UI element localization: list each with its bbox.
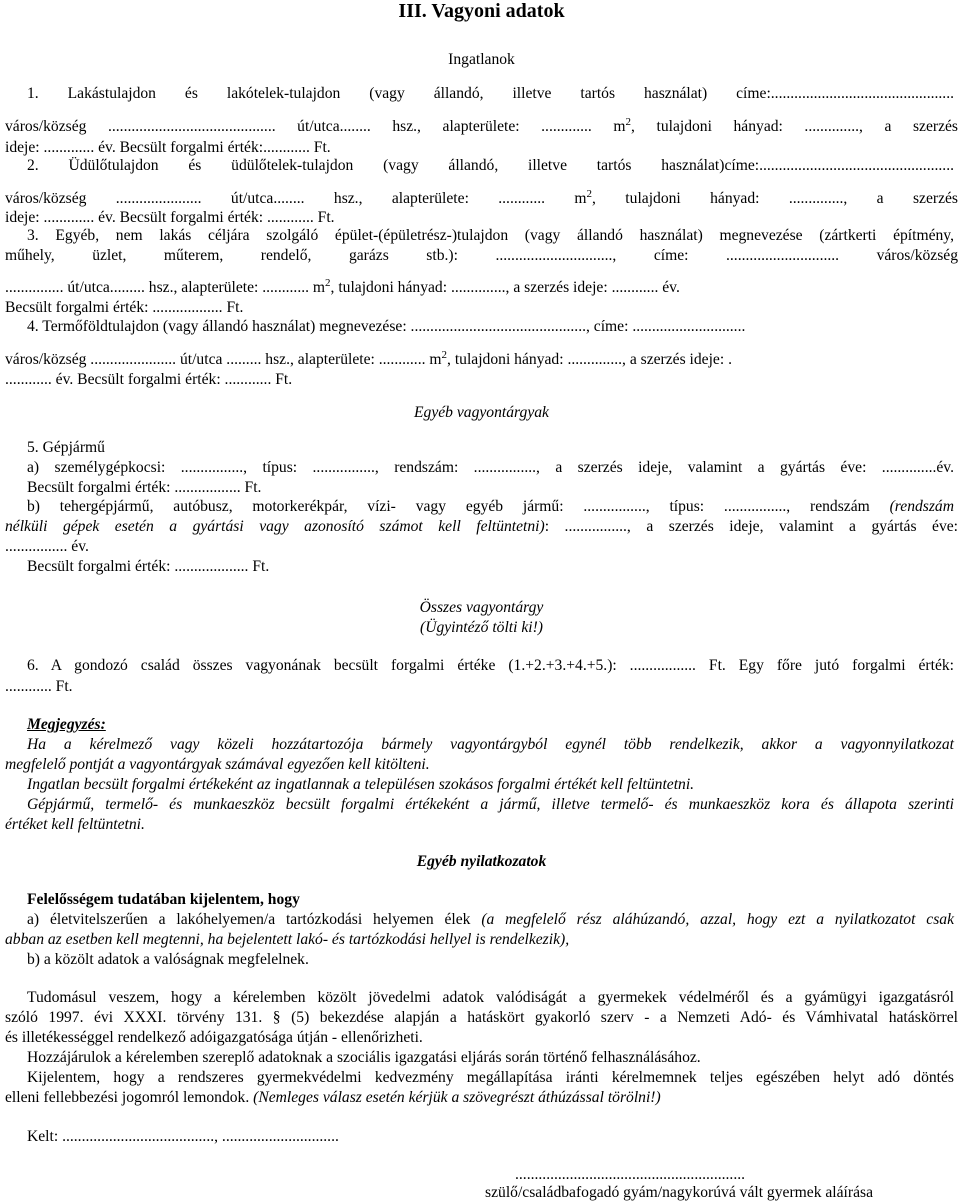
nyilatkozat-a-line1: a) életvitelszerűen a lakóhelyemen/a tartózkodási helyemen élek (a megfelelő rész aláhúzandó, azzal, hogy ezt a nyilatkozatot csak (27, 911, 954, 928)
kelt-line: Kelt: ......................................., .............................. (27, 1128, 339, 1145)
megjegyzes-p2: Ingatlan becsült forgalmi értékeként az ingatlannak a településen szokásos forgalmi értékét kell feltüntetni. (27, 776, 695, 793)
item1-line2: város/község ........................................... út/utca........ hsz., alapterülete: ............. $m^2$, tulajdoni hányad: .............., a szerzés (5, 116, 958, 135)
item3-line4: Becsült forgalmi érték: .................. Ft. (5, 299, 244, 316)
item1-line3: ideje: ............. év. Becsült forgalmi érték:............ Ft. (5, 139, 331, 156)
megjegyzes-p3-line1: Gépjármű, termelő- és munkaeszköz becsült forgalmi értékeként a jármű, illetve termelő- és munkaeszköz kora és állapota szerinti (27, 796, 954, 813)
tehergepjarmu-line3: ................ év. (5, 538, 89, 555)
signature-label: szülő/családbafogadó gyám/nagykorúvá vált gyermek aláírása (485, 1184, 873, 1201)
osszes-vagyon-line2: ............ Ft. (5, 678, 73, 695)
kijelentem-line2: elleni fellebbezési jogomról lemondok. (Nemleges válasz esetén kérjük a szövegrészt áthúzással törölni!) (5, 1089, 661, 1106)
item2-line3: ideje: ............. év. Becsült forgalmi érték: ............ Ft. (5, 209, 335, 226)
szemelygepkocsi-line: a) személygépkocsi: ................, típus: ................, rendszám: ................, a szerzés ideje, valamint a gyártás éve: ..............év. (27, 459, 954, 476)
tudomasul-line3: és illetékességgel rendelkező adóigazgatósága útján - ellenőrizheti. (5, 1029, 423, 1046)
item3-line3: ............... út/utca......... hsz., alapterülete: ............ $m^2$, tulajdoni hányad: .............., a szerzés ideje: ............ év. (5, 277, 680, 296)
nyilatkozat-b: b) a közölt adatok a valóságnak megfelelnek. (27, 951, 309, 968)
item4-line1: 4. Termőföldtulajdon (vagy állandó használat) megnevezése: ............................................., címe: ............................. (27, 318, 746, 335)
megjegyzes-p1-line2: megfelelő pontját a vagyontárgyak számával egyezően kell kitölteni. (5, 756, 430, 773)
tudomasul-line2: szóló 1997. évi XXXI. törvény 131. § (5) bekezdése alapján a hatáskört gyakorló szerv - a Nemzeti Adó- és Vámhivatal hatáskörrel (5, 1009, 958, 1026)
egyeb-vagyontargyak-heading: Egyéb vagyontárgyak (414, 404, 549, 421)
megjegyzes-label: Megjegyzés: (27, 716, 106, 733)
osszes-vagyontargy-title: Összes vagyontárgy (419, 599, 544, 616)
hozzajarulok-line: Hozzájárulok a kérelemben szereplő adatoknak a szociális igazgatási eljárás során történő felhasználásához. (27, 1049, 701, 1066)
nyilatkozat-a-line2: abban az esetben kell megtenni, ha bejelentett lakó- és tartózkodási hellyel is rendelkezik), (5, 931, 570, 948)
item2-line2: város/község ...................... út/utca........ hsz., alapterülete: ............ $m^2$, tulajdoni hányad: .............., a szerzés (5, 188, 958, 207)
item3-line2: műhely, üzlet, műterem, rendelő, garázs stb.): .............................., címe: ............................. város/község (5, 247, 958, 264)
tehergepjarmu-line2: nélküli gépek esetén a gyártási vagy azonosító számot kell feltüntetni): ................, a szerzés ideje, valamint a gyártás éve: (5, 518, 958, 535)
item3-line1: 3. Egyéb, nem lakás céljára szolgáló épület-(épületrész-)tulajdon (vagy állandó használat) megnevezése (zártkerti építmény, (27, 227, 954, 244)
ugyintezo-note: (Ügyintéző tölti ki!) (420, 619, 543, 636)
tehergepjarmu-line1: b) tehergépjármű, autóbusz, motorkerékpár, vízi- vagy egyéb jármű: ................, típus: ................, rendszám (rendszám (27, 498, 954, 515)
item4-line2: város/község ...................... út/utca ......... hsz., alapterülete: ............ $m^2$, tulajdoni hányad: .............., a szerzés ideje: . (5, 349, 732, 368)
item1-line1: 1. Lakástulajdon és lakótelek-tulajdon (vagy állandó, illetve tartós használat) címe:............................................... (27, 85, 954, 102)
item2-line1: 2. Üdülőtulajdon és üdülőtelek-tulajdon (vagy állandó, illetve tartós használat)címe:.................................................. (27, 157, 954, 174)
kijelentem-line1: Kijelentem, hogy a rendszeres gyermekvédelmi kedvezmény megállapítása iránti kérelmemnek teljes egészében helyt adó döntés (27, 1069, 954, 1086)
felelosseg-heading: Felelősségem tudatában kijelentem, hogy (27, 891, 300, 908)
osszes-vagyon-line1: 6. A gondozó család összes vagyonának becsült forgalmi értéke (1.+2.+3.+4.+5.): ................. Ft. Egy főre jutó forgalmi érték: (27, 657, 954, 674)
szemelygepkocsi-ertek: Becsült forgalmi érték: ................. Ft. (27, 479, 262, 496)
tehergepjarmu-ertek: Becsült forgalmi érték: ................... Ft. (27, 558, 270, 575)
gepjarmu-title: 5. Gépjármű (27, 439, 105, 456)
signature-dots: ........................................................... (515, 1166, 746, 1183)
megjegyzes-p1-line1: Ha a kérelmező vagy közeli hozzátartozója bármely vagyontárgyból egynél több rendelkezik, akkor a vagyonnyilatkozat (27, 736, 954, 753)
megjegyzes-p3-line2: értéket kell feltüntetni. (5, 816, 145, 833)
tudomasul-line1: Tudomásul veszem, hogy a kérelemben közölt jövedelmi adatok valódiságát a gyermekek védelméről és a gyámügyi igazgatásról (27, 989, 954, 1006)
egyeb-nyilatkozatok-heading: Egyéb nyilatkozatok (416, 853, 547, 870)
ingatlanok-heading: Ingatlanok (448, 51, 515, 68)
section-title: III. Vagyoni adatok (398, 0, 565, 22)
item4-line3: ............ év. Becsült forgalmi érték: ............ Ft. (5, 371, 293, 388)
